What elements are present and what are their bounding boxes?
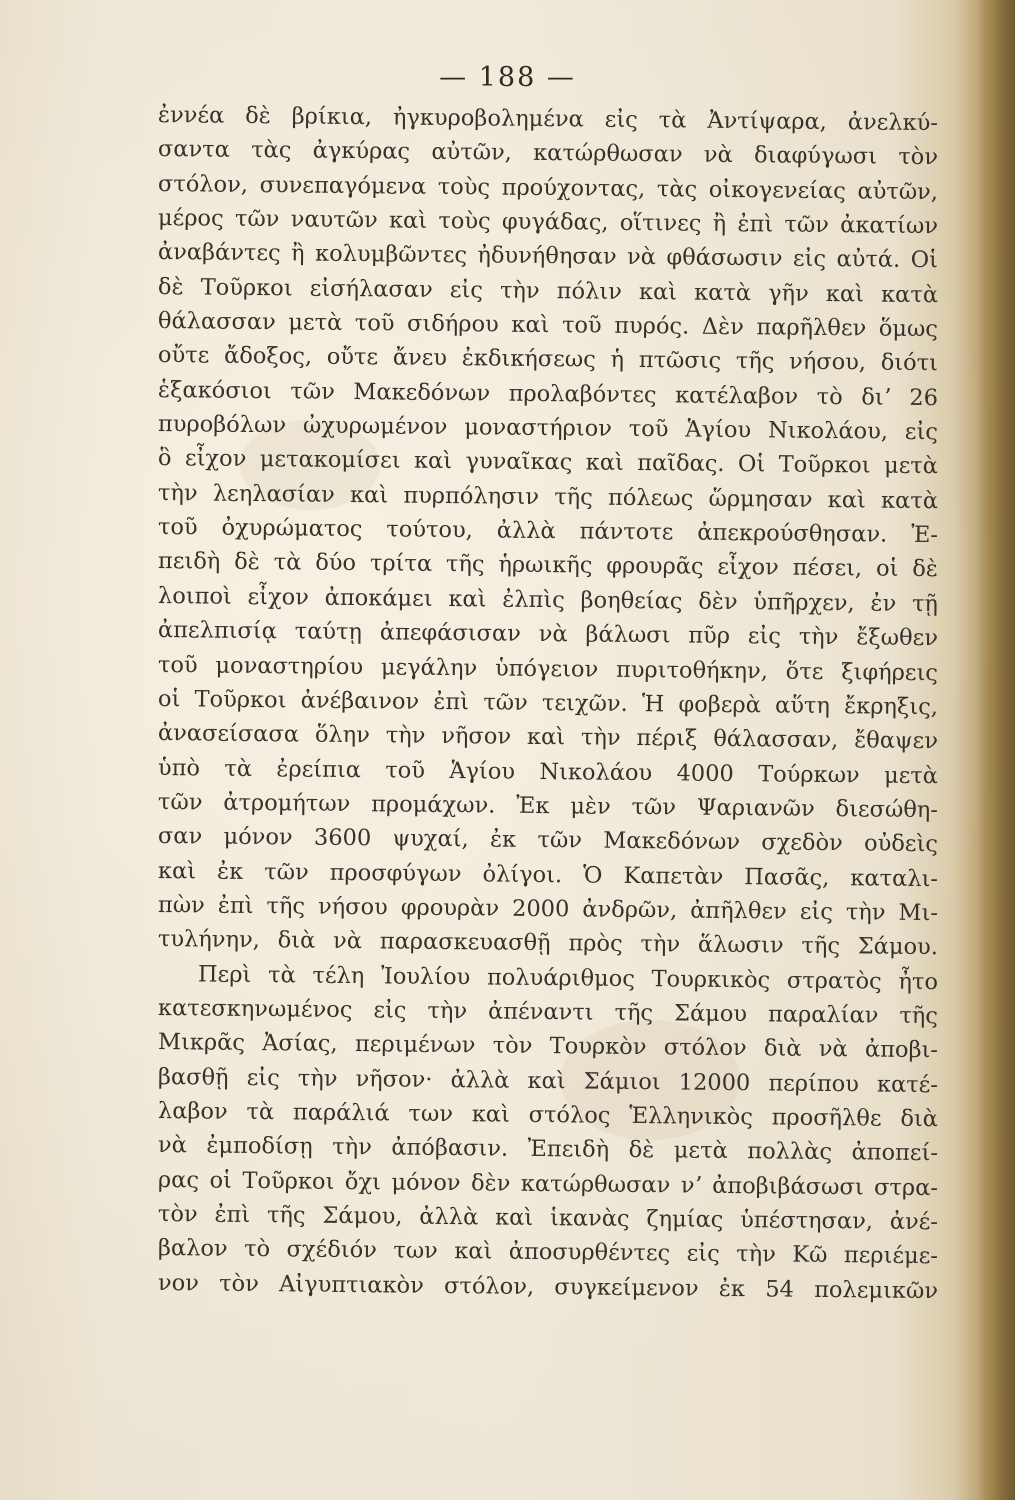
text-line: μέρος τῶν ναυτῶν καὶ τοὺς φυγάδας, οἵτινες ἢ ἐπὶ τῶν ἀκατίων [157,205,939,240]
text-line: πὼν ἐπὶ τῆς νήσου φρουρὰν 2000 ἀνδρῶν, ἀπῆλθεν εἰς τὴν Μι- [157,891,939,927]
text-line: ἀνασείσασα ὅλην τὴν νῆσον καὶ τὴν πέριξ θάλασσαν, ἔθαψεν [157,720,939,755]
text-line: πυροβόλων ὠχυρωμένον μοναστήριον τοῦ Ἁγίου Νικολάου, εἰς [157,411,939,446]
text-line: ἀπελπισίᾳ ταύτῃ ἀπεφάσισαν νὰ βάλωσι πῦρ εἰς τὴν ἔξωθεν [157,617,939,652]
text-line: ὑπὸ τὰ ἐρείπια τοῦ Ἁγίου Νικολάου 4000 Τούρκων μετὰ [157,754,939,789]
text-line: ἀναβάντες ἢ κολυμβῶντες ἠδυνήθησαν νὰ φθάσωσιν εἰς αὐτά. Οἱ [157,239,939,274]
text-line: βαλον τὸ σχέδιόν των καὶ ἀποσυρθέντες εἰς τὴν Κῶ περιέμε- [157,1235,939,1270]
text-line: πειδὴ δὲ τὰ δύο τρίτα τῆς ἡρωικῆς φρουρᾶς εἶχον πέσει, οἱ δὲ [157,548,939,583]
text-line: τὴν λεηλασίαν καὶ πυρπόλησιν τῆς πόλεως ὥρμησαν καὶ κατὰ [157,479,939,514]
text-line: ρας οἱ Τοῦρκοι ὄχι μόνον δὲν κατώρθωσαν νʼ ἀποβιβάσωσι στρα- [157,1166,939,1201]
text-line: τῶν ἀτρομήτων προμάχων. Ἐκ μὲν τῶν Ψαριανῶν διεσώθη- [157,788,939,824]
text-line: οὔτε ἄδοξος, οὔτε ἄνευ ἐκδικήσεως ἡ πτῶσις τῆς νήσου, διότι [157,342,939,377]
text-line: θάλασσαν μετὰ τοῦ σιδήρου καὶ τοῦ πυρός. Δὲν παρῆλθεν ὅμως [157,308,939,343]
body-text [157,98,939,1304]
text-line: βασθῇ εἰς τὴν νῆσον· ἀλλὰ καὶ Σάμιοι 12000 περίπου κατέ- [157,1063,939,1098]
text-line: ὃ εἶχον μετακομίσει καὶ γυναῖκας καὶ παῖδας. Οἱ Τοῦρκοι μετὰ [157,445,939,480]
text-line: τυλήνην, διὰ νὰ παρασκευασθῇ πρὸς τὴν ἅλωσιν τῆς Σάμου. [157,926,939,961]
text-line: τὸν ἐπὶ τῆς Σάμου, ἀλλὰ καὶ ἱκανὰς ζημίας ὑπέστησαν, ἀνέ- [157,1201,939,1236]
page-gutter-shadow [977,0,1015,1500]
text-line: τοῦ μοναστηρίου μεγάλην ὑπόγειον πυριτοθήκην, ὅτε ξιφήρεις [157,651,939,686]
text-line: Μικρᾶς Ἀσίας, περιμένων τὸν Τουρκὸν στόλον διὰ νὰ ἀποβι- [157,1029,939,1064]
text-line: σαντα τὰς ἀγκύρας αὐτῶν, κατώρθωσαν νὰ διαφύγωσι τὸν [157,136,939,171]
text-line: οἱ Τοῦρκοι ἀνέβαινον ἐπὶ τῶν τειχῶν. Ἡ φοβερὰ αὕτη ἔκρηξις, [157,685,939,721]
text-line: νον τὸν Αἰγυπτιακὸν στόλον, συγκείμενον ἐκ 54 πολεμικῶν [157,1269,939,1304]
text-line: στόλον, συνεπαγόμενα τοὺς πρoύχοντας, τὰς οἰκογενείας αὐτῶν, [157,170,939,205]
text-line: νὰ ἐμποδίσῃ τὴν ἀπόβασιν. Ἐπειδὴ δὲ μετὰ πολλὰς ἀποπεί- [157,1132,939,1167]
text-line: λαβον τὰ παράλιά των καὶ στόλος Ἑλληνικὸς προσῆλθε διὰ [157,1097,939,1133]
page-number: — 188 — [439,62,576,93]
text-line: Περὶ τὰ τέλη Ἰουλίου πολυάριθμος Τουρκικὸς στρατὸς ἦτο [197,961,939,995]
text-line: ἑξακόσιοι τῶν Μακεδόνων προλαβόντες κατέλαβον τὸ διʼ 26 [157,376,939,411]
text-line: ἐννέα δὲ βρίκια, ἠγκυροβολημένα εἰς τὰ Ἀντίψαρα, ἀνελκύ- [157,102,939,137]
text-line: δὲ Τοῦρκοι εἰσήλασαν εἰς τὴν πόλιν καὶ κατὰ γῆν καὶ κατὰ [157,273,939,308]
text-line: κατεσκηνωμένος εἰς τὴν ἀπέναντι τῆς Σάμου παραλίαν τῆς [157,994,939,1030]
text-line: σαν μόνον 3600 ψυχαί, ἐκ τῶν Μακεδόνων σχεδὸν οὐδεὶς [157,823,939,858]
text-line: καὶ ἐκ τῶν προσφύγων ὀλίγοι. Ὁ Καπετὰν Πασᾶς, καταλι- [157,857,939,892]
text-line: τοῦ ὀχυρώματος τούτου, ἀλλὰ πάντοτε ἀπεκρούσθησαν. Ἐ- [157,514,939,549]
text-line: λοιποὶ εἶχον ἀποκάμει καὶ ἐλπὶς βοηθείας δὲν ὑπῆρχεν, ἐν τῇ [157,582,939,617]
